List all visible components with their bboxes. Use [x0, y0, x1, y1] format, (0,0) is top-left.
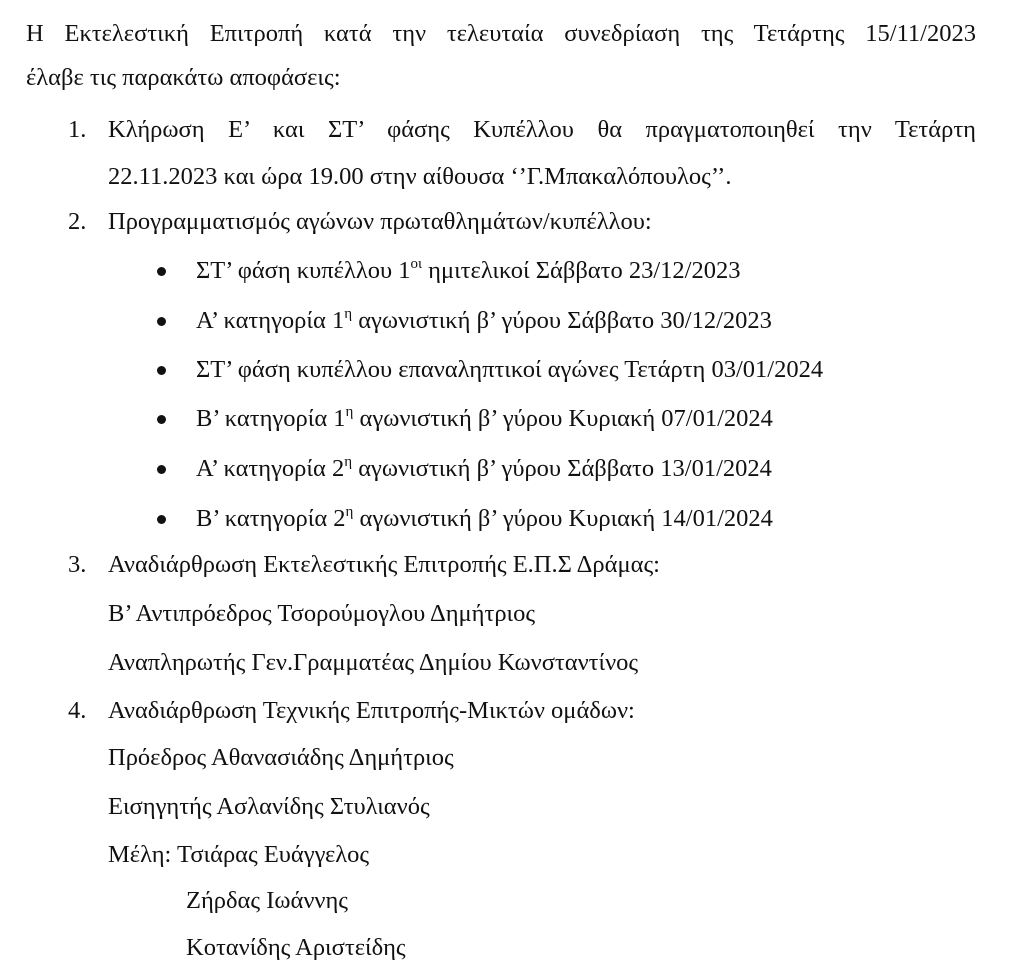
- item-3-line-2: Αναπληρωτής Γεν.Γραμματέας Δημίου Κωνσταντίνος: [108, 649, 639, 676]
- item-number: 4.: [68, 697, 87, 724]
- bullet-dot: [157, 366, 166, 375]
- intro-line-1: Η Εκτελεστική Επιτροπή κατά την τελευταία συνεδρίαση της Τετάρτης 15/11/2023: [26, 20, 976, 47]
- intro-line-2: έλαβε τις παρακάτω αποφάσεις:: [26, 64, 341, 91]
- schedule-item: Α’ κατηγορία $2^\eta$ αγωνιστική β’ γύρου Σάββατο 13/01/2024: [196, 454, 772, 482]
- schedule-item: Β’ κατηγορία $1^\eta$ αγωνιστική β’ γύρου Κυριακή 07/01/2024: [196, 404, 773, 432]
- bullet-dot: [157, 267, 166, 276]
- schedule-item: ΣΤ’ φάση κυπέλλου $1^{o\iota}$ ημιτελικοί Σάββατο 23/12/2023: [196, 256, 741, 284]
- item-1-line-1: Κλήρωση Ε’ και ΣΤ’ φάσης Κυπέλλου θα πραγματοποιηθεί την Τετάρτη: [108, 116, 976, 143]
- item-1-line-2: 22.11.2023 και ώρα 19.00 στην αίθουσα ‘’Γ.Μπακαλόπουλος’’.: [108, 163, 732, 190]
- schedule-item: Β’ κατηγορία $2^\eta$ αγωνιστική β’ γύρου Κυριακή 14/01/2024: [196, 504, 773, 532]
- item-4-heading: Αναδιάρθρωση Τεχνικής Επιτροπής-Μικτών ομάδων:: [108, 697, 635, 724]
- item-number: 3.: [68, 551, 87, 578]
- bullet-dot: [157, 415, 166, 424]
- item-3-line-1: Β’ Αντιπρόεδρος Τσορούμογλου Δημήτριος: [108, 600, 536, 627]
- bullet-dot: [157, 515, 166, 524]
- item-4-line-3: Μέλη: Τσιάρας Ευάγγελος: [108, 841, 370, 868]
- bullet-dot: [157, 317, 166, 326]
- member-name: Ζήρδας Ιωάννης: [186, 887, 349, 914]
- schedule-item: ΣΤ’ φάση κυπέλλου επαναληπτικοί αγώνες Τετάρτη 03/01/2024: [196, 356, 824, 383]
- item-4-line-2: Εισηγητής Ασλανίδης Στυλιανός: [108, 793, 430, 820]
- item-number: 2.: [68, 208, 87, 235]
- item-2-heading: Προγραμματισμός αγώνων πρωταθλημάτων/κυπέλλου:: [108, 208, 652, 235]
- member-name: Κοτανίδης Αριστείδης: [186, 934, 406, 961]
- item-3-heading: Αναδιάρθρωση Εκτελεστικής Επιτροπής Ε.Π.Σ Δράμας:: [108, 551, 660, 578]
- schedule-item: Α’ κατηγορία $1^\eta$ αγωνιστική β’ γύρου Σάββατο 30/12/2023: [196, 306, 772, 334]
- item-4-line-1: Πρόεδρος Αθανασιάδης Δημήτριος: [108, 744, 454, 771]
- item-number: 1.: [68, 116, 87, 143]
- bullet-dot: [157, 465, 166, 474]
